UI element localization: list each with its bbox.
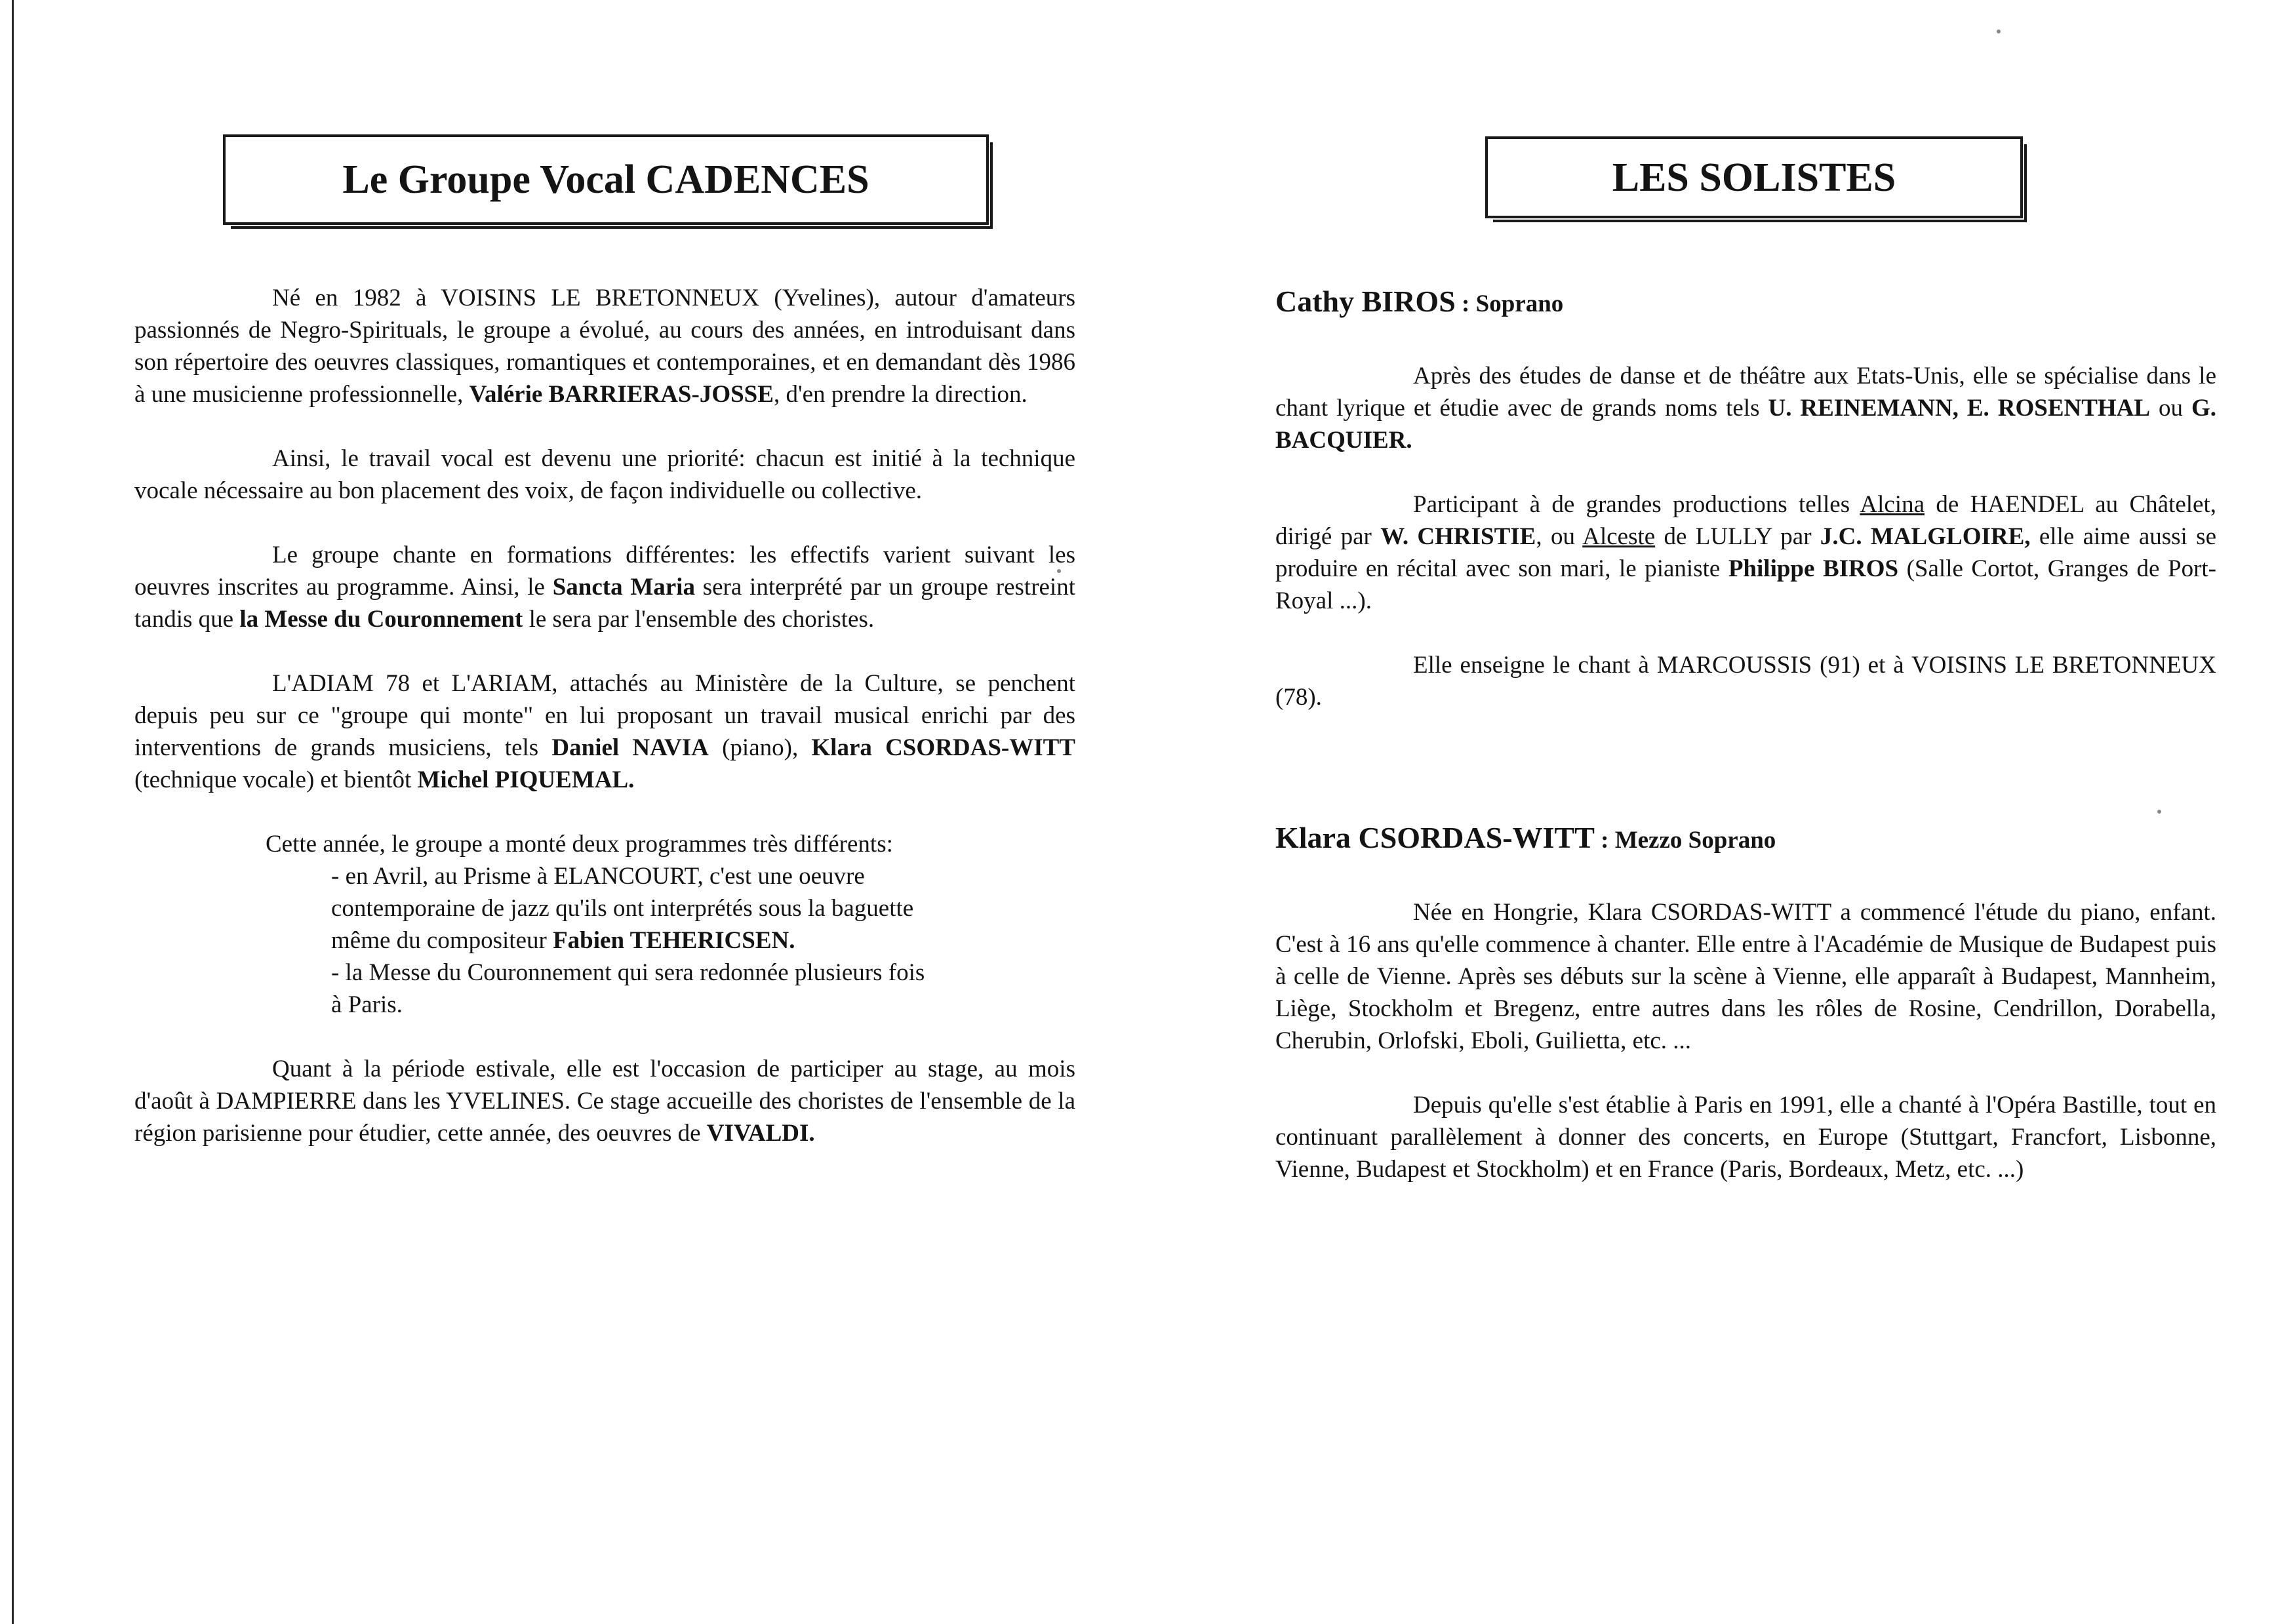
paragraph-summer: Quant à la période estivale, elle est l'occasion de participer au stage, au mois d'août à DAMPIERRE dans les YVELINES. Ce stage accueille des choristes de l'ensemble de la région parisienne pour étudier, cette année, des oeuvres de VIVALDI. xyxy=(134,1056,1075,1147)
scan-speck xyxy=(1057,569,1061,573)
right-column xyxy=(1275,282,2216,1185)
left-column xyxy=(134,282,1075,1149)
right-title-box xyxy=(1485,136,2023,218)
right-title: LES SOLISTES xyxy=(1612,155,1896,200)
paragraph-adiam: L'ADIAM 78 et L'ARIAM, attachés au Ministère de la Culture, se penchent depuis peu sur ce "groupe qui monte" en lui proposant un travail musical enrichi par des interventions de grands musiciens, tels Daniel NAVIA (piano), Klara CSORDAS-WITT (technique vocale) et bientôt Michel PIQUEMAL. xyxy=(134,670,1075,793)
left-title-box xyxy=(223,134,989,225)
paragraph-klara-paris: Depuis qu'elle s'est établie à Paris en 1991, elle a chanté à l'Opéra Bastille, tout en continuant parallèlement à donner des concerts, en Europe (Stuttgart, Francfort, Lisbonne, Vienne, Budapest et Stockholm) et en France (Paris, Bordeaux, Metz, etc. ...) xyxy=(1275,1092,2216,1183)
page-fold-line xyxy=(12,0,14,1624)
director-name: Valérie BARRIERAS-JOSSE xyxy=(469,381,774,408)
paragraph-vocal-work: Ainsi, le travail vocal est devenu une priorité: chacun est initié à la technique vocale nécessaire au bon placement des voix, de façon individuelle ou collective. xyxy=(134,445,1075,504)
left-title: Le Groupe Vocal CADENCES xyxy=(342,157,869,202)
paragraph-klara-career: Née en Hongrie, Klara CSORDAS-WITT a commencé l'étude du piano, enfant. C'est à 16 ans qu'elle commence à chanter. Elle entre à l'Académie de Musique de Budapest puis à celle de Vienne. Après ses débuts sur la scène à Vienne, elle apparaît à Budapest, Mannheim, Liège, Stockholm et Bregenz, entre autres dans les rôles de Rosine, Cendrillon, Dorabella, Cherubin, Orlofski, Eboli, Guilietta, etc. ... xyxy=(1275,899,2216,1054)
scan-speck xyxy=(2157,810,2161,814)
paragraph-cathy-teaching: Elle enseigne le chant à MARCOUSSIS (91) et à VOISINS LE BRETONNEUX (78). xyxy=(1275,652,2216,711)
soloist-heading-klara: Klara CSORDAS-WITT : Mezzo Soprano xyxy=(1275,821,1776,854)
paragraph-cathy-productions: Participant à de grandes productions telles Alcina de HAENDEL au Châtelet, dirigé par W. CHRISTIE, ou Alceste de LULLY par J.C. MALGLOIRE, elle aime aussi se produire en récital avec son mari, le pianiste Philippe BIROS (Salle Cortot, Granges de Port-Royal ...). xyxy=(1275,491,2216,614)
paragraph-origins: Né en 1982 à VOISINS LE BRETONNEUX (Yvelines), autour d'amateurs passionnés de Negro-Spirituals, le groupe a évolué, au cours des années, en introduisant dans son répertoire des oeuvres classiques, romantiques et contemporaines, et en demandant dès 1986 à une musicienne professionnelle, Valérie BARRIERAS-JOSSE, d'en prendre la direction. xyxy=(134,285,1075,408)
scan-speck xyxy=(1997,30,2001,33)
soloist-heading-cathy: Cathy BIROS : Soprano xyxy=(1275,285,1564,318)
paragraph-programmes: Cette année, le groupe a monté deux programmes très différents: - en Avril, au Prisme à ELANCOURT, c'est une oeuvre contemporaine de jazz qu'ils ont interprétés sous la baguette même du compositeur Fabien TEHERICSEN. - la Messe du Couronnement qui sera redonnée plusieurs fois à Paris. xyxy=(266,831,925,1018)
paragraph-cathy-studies: Après des études de danse et de théâtre aux Etats-Unis, elle se spécialise dans le chant lyrique et étudie avec de grands noms tels U. REINEMANN, E. ROSENTHAL ou G. BACQUIER. xyxy=(1275,363,2217,454)
paragraph-formations: Le groupe chante en formations différentes: les effectifs varient suivant les oeuvres inscrites au programme. Ainsi, le Sancta Maria sera interprété par un groupe restreint tandis que la Messe du Couronnement le sera par l'ensemble des choristes. xyxy=(134,542,1075,633)
